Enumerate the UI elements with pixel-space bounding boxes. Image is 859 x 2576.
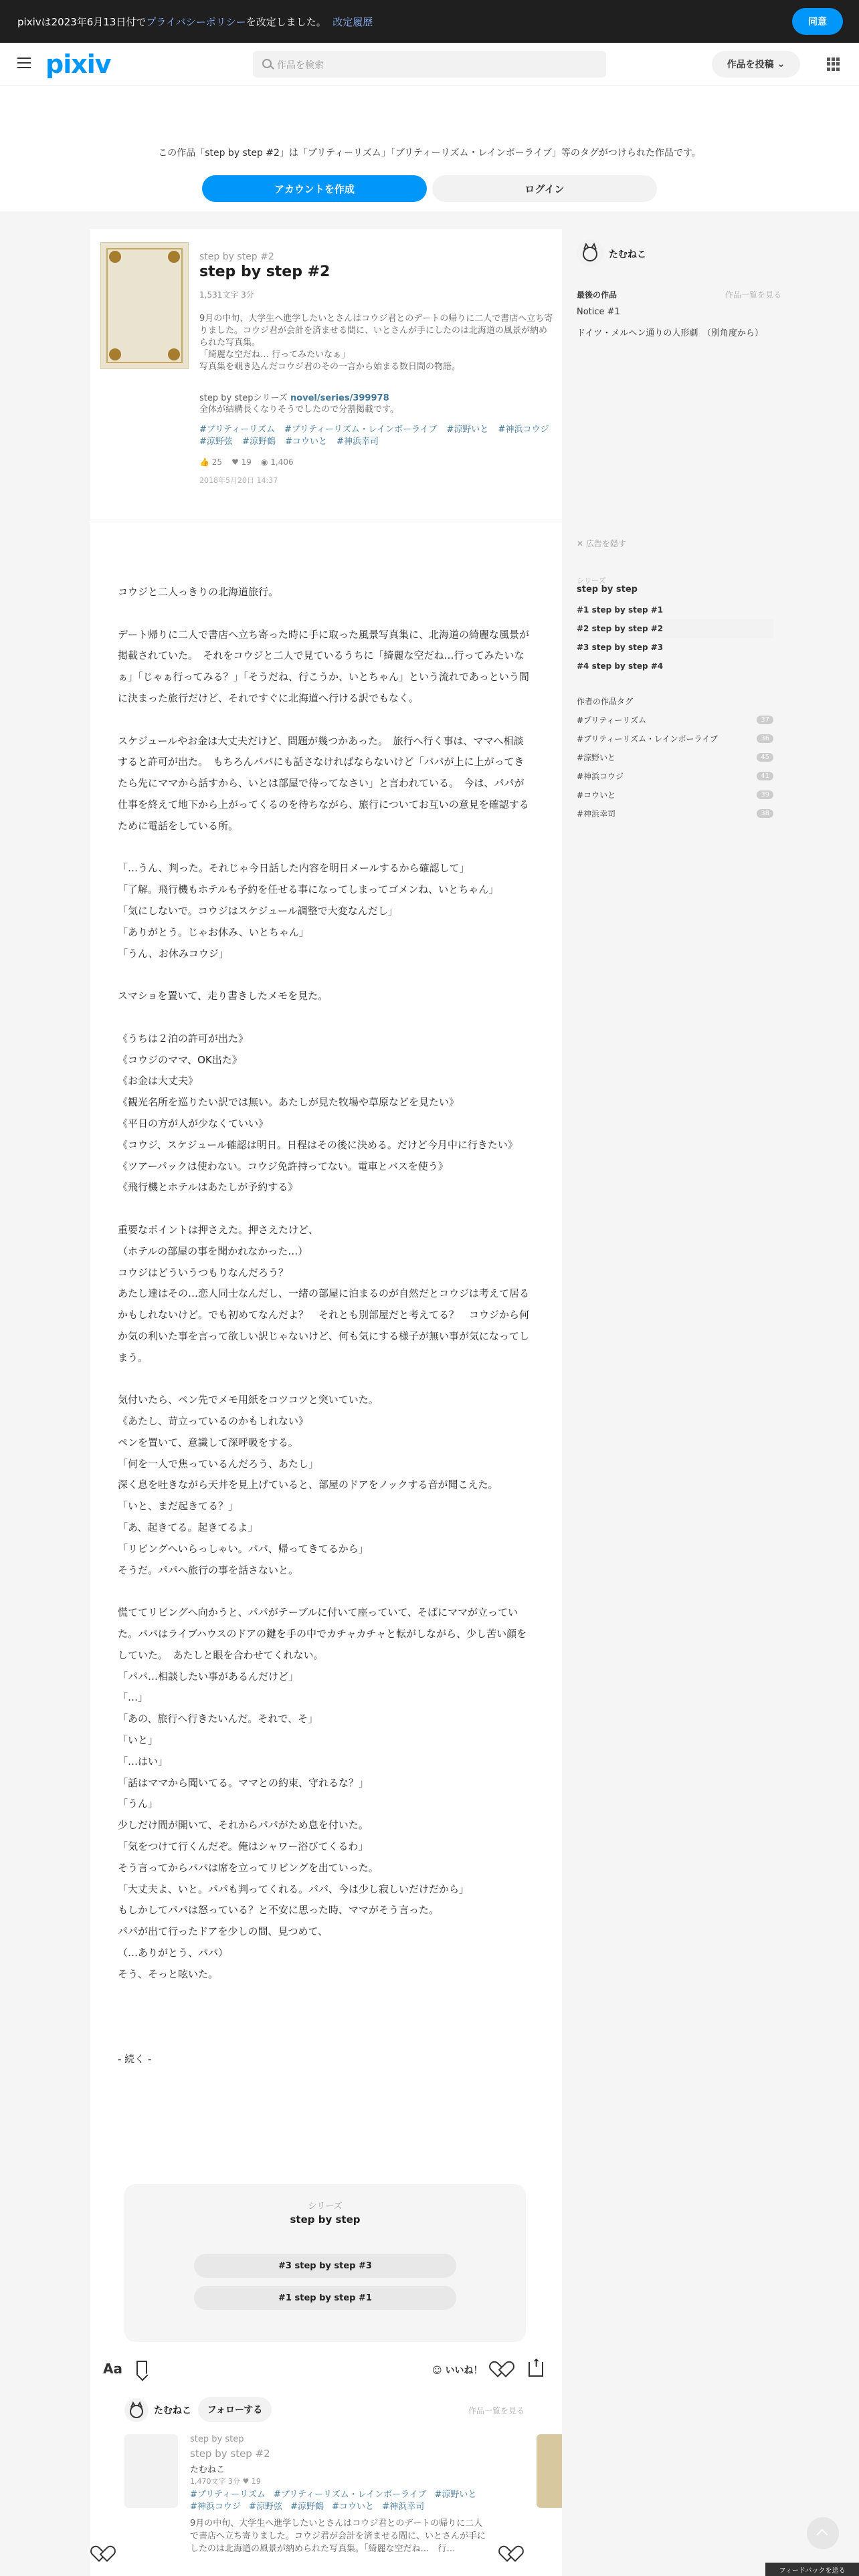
novel-body [118,582,533,2070]
author-name[interactable]: たむねこ [154,2405,191,2416]
body-line: 「いと」 [118,1734,159,1747]
body-line: 「あ、起きてる。起きてるよ」 [118,1521,258,1534]
body-line: （ホテルの部屋の事を聞かれなかった…） [118,1245,308,1257]
tag[interactable]: #神浜幸司 [337,437,379,447]
sidebar-series-item[interactable]: #3 step by step #3 [577,643,664,652]
body-line: 《コウジのママ、OK出た》 [118,1053,242,1066]
author-tag[interactable]: #神浜コウジ 41 [577,766,773,785]
author-tags-label: 作者の作品タグ [577,697,634,706]
body-line: - 続く - [118,2052,152,2065]
heart-outline-icon[interactable] [504,2545,520,2561]
tag[interactable]: #神浜幸司 [382,2502,425,2512]
share-icon[interactable] [529,2362,543,2377]
body-line: もしかしてパパは怒っている？と不安に思った時、ママがそう言った。 [118,1904,440,1917]
tag-count-badge: 38 [757,809,773,818]
tag[interactable]: #涼野弦 [199,437,233,447]
post-date: 2018年5月20日 14:37 [199,476,278,485]
series-link[interactable]: novel/series/399978 [290,393,389,403]
next-work-thumbnail[interactable] [537,2434,562,2508]
series-note: 全体が結構長くなりそうでしたので分割掲載です。 [199,405,399,415]
tag-count-badge: 41 [757,772,773,780]
all-works-link[interactable]: 作品一覧を見る [468,2406,525,2416]
work-series[interactable]: step by step [190,2434,244,2444]
body-line: 「…うん、判った。それじゃ今日話した内容を明日メールするから確認して」 [118,862,470,875]
follow-button[interactable]: フォローする [198,2397,272,2422]
sidebar-work-item[interactable]: Notice #1 [577,307,620,317]
body-line: パパが出て行ったドアを少しの間、見つめて、 [118,1925,328,1938]
novel-cover-image[interactable] [100,242,189,369]
heart-outline-icon[interactable] [96,2545,112,2561]
tag[interactable]: #涼野鶴 [290,2502,324,2512]
body-line [118,1368,533,1390]
pixiv-logo[interactable]: pixiv [45,49,111,79]
body-line [118,1007,533,1029]
ornament-icon [109,251,121,263]
body-line: 「あの、旅行へ行きたいんだ。それで、そ」 [118,1713,318,1725]
font-settings-button[interactable]: Aa [103,2361,122,2377]
body-line: 《うちは２泊の許可が出た》 [118,1032,249,1045]
search-icon [262,59,272,68]
policy-notice-bar [0,0,859,43]
body-line: コウジはどういうつもりなんだろう？ [118,1266,289,1279]
tag[interactable]: #涼野いと [446,425,489,435]
body-line: 《あたし、苛立っているのかもしれない》 [118,1415,309,1428]
body-line: 「話はママから聞いてる。ママとの約束、守れるな？」 [118,1776,369,1789]
body-line: 「…」 [118,1691,149,1704]
body-line: 「大丈夫よ、いと。パパも判ってくれる。パパ、今は少し寂しいだけだから」 [118,1883,470,1895]
prev-episode-button[interactable]: #1 step by step #1 [194,2286,456,2310]
work-stats [199,457,294,467]
body-line: 「了解。飛行機もホテルも予約を任せる事になってしまってゴメンね、いとちゃん」 [118,883,499,896]
sidebar-series-label: シリーズ [577,576,606,585]
body-line: コウジと二人っきりの北海道旅行。 [118,586,279,598]
ornament-icon [168,251,180,263]
sidebar-all-works-link[interactable]: 作品一覧を見る [725,290,781,300]
body-line [118,603,533,625]
tag-list [199,424,561,448]
body-line: 「いと、まだ起きてる？」 [118,1500,239,1513]
series-line: step by stepシリーズ novel/series/399978 [199,393,389,403]
notice-text: pixivは2023年6月13日付でプライバシーポリシーを改定しました。 改定履歴 [17,16,373,28]
body-line: そうだ。パパへ旅行の事を話さないと。 [118,1564,299,1576]
tag-count-badge: 39 [757,790,773,799]
body-line: 《ツアーパックは使わない。コウジ免許持ってない。電車とバスを使う》 [118,1160,448,1172]
body-line: 《平日の方が人が少なくていい》 [118,1117,269,1130]
tag[interactable]: #プリティーリズム・レインボーライブ [284,425,438,435]
body-line: 「何を一人で焦っているんだろう、あたし」 [118,1457,319,1470]
body-line: 「うん」 [118,1798,159,1810]
bookmark-icon[interactable] [136,2361,147,2375]
author-tag[interactable]: #プリティーリズム・レインボーライブ 36 [577,729,773,748]
login-button[interactable]: ログイン [432,175,657,202]
eye-icon: ◉ [260,457,268,467]
thumb-icon: ☺ [432,2365,442,2376]
ornament-icon [168,348,180,360]
body-line: 「気をつけて行くんだぞ。俺はシャワー浴びてくるわ」 [118,1840,369,1853]
body-line: （…ありがとう、パパ） [118,1947,229,1959]
sidebar-work-item[interactable]: ドイツ・メルヘン通りの人形劇 （別角度から） [577,328,763,338]
novel-main-card [90,229,562,2576]
series-box-label: シリーズ [308,2202,343,2212]
sidebar-series-title[interactable]: step by step [577,584,638,595]
body-line: ペンを置いて、意識して深呼吸をする。 [118,1436,298,1448]
sidebar-series-item[interactable]: #4 step by step #4 [577,661,664,671]
search-input[interactable] [253,51,606,78]
tag[interactable]: #涼野いと [434,2490,477,2500]
hide-ad-button[interactable]: ✕ 広告を隠す [577,539,626,548]
author-tag-list [577,710,773,823]
body-line: スマショを置いて、走り書きしたメモを見た。 [118,990,328,1002]
novel-meta: 1,531文字 3分 [199,290,254,300]
scroll-to-top-button[interactable] [807,2517,839,2549]
body-line: あたし達はその…恋人同士なんだし、一緒の部屋に泊まるのが自然だとコウジは考えて居るかもしれないけど。でも初めてなんだよ？ それとも別部屋だと考えてる？ コウジから何か気の利いた事を言って欲しい訳じゃないけど、何も気にする様子が無い事が気になってしまう。 [118,1287,530,1364]
body-line: 「ありがとう。じゃお休み、いとちゃん」 [118,926,309,938]
work-title[interactable]: step by step #2 [190,2448,270,2460]
like-count: 👍 25 [199,457,223,467]
body-line: 少しだけ間が開いて、それからパパがため息を付いた。 [118,1819,369,1832]
body-line: 「パパ…相談したい事があるんだけど」 [118,1670,299,1683]
novel-title: step by step #2 [199,263,330,280]
sidebar-series-item-current[interactable]: #2 step by step #2 [577,619,773,638]
avatar[interactable] [124,2398,149,2422]
thumb-icon: 👍 [199,457,209,467]
ornament-icon [109,348,121,360]
body-line: 「うん、お休みコウジ」 [118,947,229,960]
body-line [118,710,533,731]
work-author[interactable]: たむねこ [190,2465,225,2475]
body-line: 《飛行機とホテルはあたしが予約する》 [118,1181,298,1194]
body-line: そう、そっと呟いた。 [118,1967,219,1980]
series-navigation [124,2184,526,2342]
author-tag[interactable]: #神浜幸司 38 [577,804,773,823]
body-line [118,2028,533,2049]
signup-message: この作品「step by step #2」は「プリティーリズム」「プリティーリズム・レインボーライブ」等のタグがつけられた作品です。 [158,148,701,158]
tag-count-badge: 45 [757,753,773,762]
tag[interactable]: #プリティーリズム [199,425,275,435]
feedback-button[interactable]: フィードバックを送る [765,2563,859,2576]
body-line: スケジュールやお金は大丈夫だけど、問題が幾つかあった。 旅行へ行く事は、ママへ相談すると許可が出た。 もちろんパパにも話さなければならないけど「パパが上に上がってきたら先にママから話すから、いとは部屋で待ってなさい」と言われている。 今は、パパが仕事を終えて地下から上がってくるのを待ちながら、旅行についてお互いの意見を確認するために電話をしている所。 [118,734,529,832]
tag-count-badge: 36 [757,734,773,743]
search-placeholder: 作品を検索 [277,60,324,71]
signup-banner [0,86,859,211]
revision-history-link[interactable]: 改定履歴 [332,16,373,28]
privacy-policy-link[interactable]: プライバシーポリシー [146,16,246,28]
site-header [0,43,859,86]
series-label[interactable]: step by step #2 [199,251,274,262]
app-grid-icon[interactable] [827,58,840,71]
body-line: 《お金は大丈夫》 [118,1075,199,1087]
tag-count-badge: 37 [757,716,773,724]
author-tag[interactable]: #コウいと 39 [577,785,773,804]
tag[interactable]: #涼野鶴 [242,437,276,447]
series-box-title[interactable]: step by step [290,2214,361,2226]
latest-works-label: 最後の作品 [577,290,617,300]
tag[interactable]: #神浜コウジ [498,425,549,435]
heart-outline-icon[interactable] [495,2361,511,2377]
body-line [118,1198,533,1220]
view-count: ◉ 1,406 [260,457,294,467]
body-line: 重要なポイントは押さえた。押さえたけど、 [118,1223,319,1236]
author-tag[interactable]: #プリティーリズム 37 [577,710,773,729]
body-line: 「…はい」 [118,1755,169,1767]
body-line [118,1985,533,2007]
close-icon: ✕ [577,539,584,548]
tag[interactable]: #コウいと [285,437,327,447]
body-line [118,1581,533,1602]
body-line: 気付いたら、ペン先でメモ用紙をコツコツと突いていた。 [118,1394,379,1406]
body-line: そう言ってからパパは席を立ってリビングを出ていった。 [118,1861,379,1874]
body-line: 《観光名所を巡りたい訳では無い。あたしが見た牧場や草原などを見たい》 [118,1096,460,1109]
body-line: 《コウジ、スケジュール確認は明日。日程はその後に決める。だけど今月中に行きたい》 [118,1138,518,1151]
body-line: 「気にしないで。コウジはスケジュール調整で大変なんだし」 [118,904,398,917]
next-episode-button[interactable]: #3 step by step #3 [194,2254,456,2278]
create-account-button[interactable]: アカウントを作成 [202,175,427,202]
avatar[interactable] [577,239,603,266]
tag[interactable]: #神浜コウジ [190,2502,241,2512]
chevron-down-icon: ⌄ [777,59,785,70]
heart-icon: ♥ [231,457,239,467]
body-line [118,964,533,986]
body-line [118,2006,533,2028]
work-tags [190,2489,491,2513]
post-work-button[interactable]: 作品を投稿 ⌄ [712,51,800,78]
novel-description: 9月の中旬、大学生へ進学したいとさんはコウジ君とのデートの帰りに二人で書店へ立ち寄りました。コウジ君が会計を済ませる間に、いとさんが手にしたのは北海道の風景が納められた写真集。 「綺麗な空だね… 行ってみたいなぁ」 写真集を覗き込んだコウジ君のその一言から始まる数日間の物語。 [199,314,553,372]
tag[interactable]: #涼野弦 [249,2502,282,2512]
body-line: デート帰りに二人で書店へ立ち寄った時に手に取った風景写真集に、北海道の綺麗な風景が掲載されていた。 それをコウジと二人で見ているうちに「綺麗な空だね…行ってみたいなぁ」「じゃぁ行ってみる？」「そうだね、行こうか、いとちゃん」という流れであっという間に決まった旅行だけど、それですぐに北海道へ行ける訳でもなく。 [118,628,530,704]
heart-count: ♥ 19 [231,457,252,467]
like-button[interactable]: ☺ いいね！ [432,2365,483,2376]
sidebar-series-item[interactable]: #1 step by step #1 [577,605,664,615]
work-description: 9月の中旬、大学生へ進学したいとさんはコウジ君とのデートの帰りに二人で書店へ立ち寄りました。コウジ君が会計を済ませる間に、いとさんが手にしたのは北海道の風景が納められた写真集。「綺麗な空だね… 行… [190,2518,486,2554]
body-line: 慌ててリビングへ向かうと、パパがテーブルに付いて座っていて、そばにママが立っていた。パパはライブハウスのドアの鍵を手の中でカチャカチャと転がしながら、少し苦い顔をしていた。 あたしと眼を合わせてくれない。 [118,1606,527,1661]
sidebar-series-list [577,601,773,675]
work-meta: 1,470文字 3分 ♥ 19 [190,2477,261,2486]
tag[interactable]: #コウいと [332,2502,375,2512]
work-thumbnail[interactable] [124,2434,178,2508]
body-line: 「リビングへいらっしゃい。パパ、帰ってきてるから」 [118,1542,369,1555]
author-tag[interactable]: #涼野いと 45 [577,748,773,766]
body-line [118,837,533,859]
sidebar-author-name[interactable]: たむねこ [609,249,646,260]
tag[interactable]: #プリティーリズム [190,2490,266,2500]
body-line: 深く息を吐きながら天井を見上げていると、部屋のドアをノックする音が聞こえた。 [118,1479,498,1491]
agree-button[interactable]: 同意 [792,8,843,35]
tag[interactable]: #プリティーリズム・レインボーライブ [273,2490,427,2500]
hamburger-menu-icon[interactable] [17,58,31,70]
